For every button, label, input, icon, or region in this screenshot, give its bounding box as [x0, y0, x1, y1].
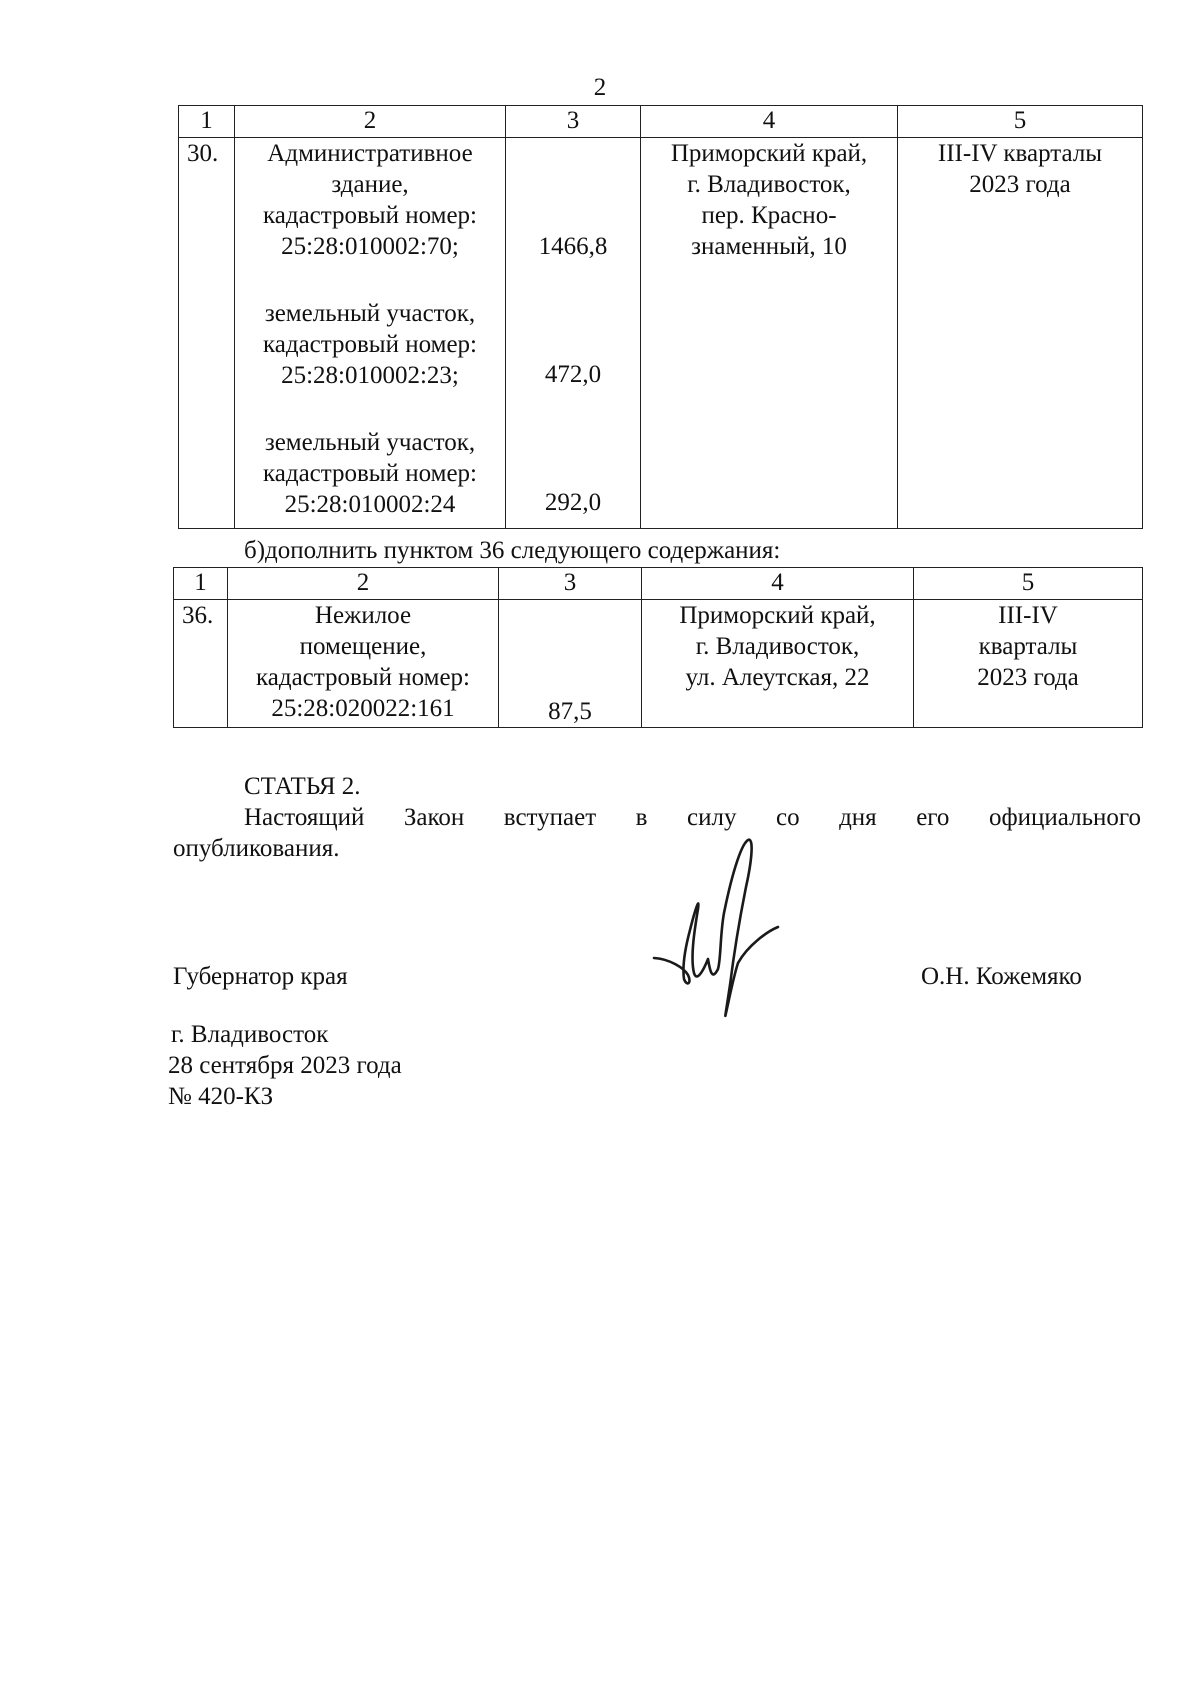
object-line: Нежилое	[314, 602, 412, 629]
object-line: Административное	[267, 140, 473, 167]
area-spacer	[510, 390, 636, 487]
header-cell: 1	[174, 568, 228, 600]
header-cell: 2	[228, 568, 499, 600]
header-cell: 1	[179, 106, 235, 138]
object-line: земельный участок,	[264, 429, 476, 456]
address-cell	[642, 600, 914, 728]
header-cell: 3	[499, 568, 642, 600]
header-cell: 5	[898, 106, 1143, 138]
object-line: кадастровый номер:	[262, 331, 477, 358]
area-value: 87,5	[548, 698, 592, 725]
area-value: 292,0	[544, 489, 602, 516]
period-line: кварталы	[978, 633, 1078, 660]
address-line: знаменный, 10	[691, 233, 847, 260]
table-row	[179, 138, 1143, 529]
period-line: 2023 года	[969, 171, 1071, 198]
article-text-line: опубликования.	[173, 835, 340, 862]
address-line: Приморский край,	[679, 602, 876, 629]
object-line: кадастровый номер:	[262, 460, 477, 487]
row-number: 36.	[174, 600, 228, 728]
area-cell	[499, 600, 642, 728]
address-line: Приморский край,	[670, 140, 868, 167]
object-description-cell	[235, 138, 506, 529]
governor-title: Губернатор края	[173, 963, 348, 990]
address-line: пер. Красно-	[701, 202, 837, 229]
area-value: 1466,8	[538, 233, 608, 260]
object-line: 25:28:010002:70;	[281, 233, 459, 260]
area-value: 472,0	[544, 361, 602, 388]
handwritten-signature	[640, 835, 790, 1030]
area-spacer	[510, 138, 636, 231]
governor-name: О.Н. Кожемяко	[921, 963, 1082, 990]
object-description-cell	[228, 600, 499, 728]
table-header-row	[174, 568, 1143, 600]
header-cell: 4	[641, 106, 898, 138]
area-cell	[506, 138, 641, 529]
amendment-text: б)дополнить пунктом 36 следующего содержания:	[244, 537, 781, 564]
signing-date: 28 сентября 2023 года	[168, 1052, 402, 1079]
signing-place: г. Владивосток	[171, 1021, 329, 1048]
address-line: ул. Алеутская, 22	[685, 664, 870, 691]
page-number: 2	[593, 74, 607, 101]
period-line: III-IV	[998, 602, 1058, 629]
address-cell	[641, 138, 898, 529]
row-number: 30.	[179, 138, 235, 529]
article-heading: СТАТЬЯ 2.	[244, 773, 361, 800]
object-line: 25:28:010002:23;	[281, 362, 459, 389]
object-line: 25:28:020022:161	[271, 695, 455, 722]
header-cell: 2	[235, 106, 506, 138]
header-cell: 3	[506, 106, 641, 138]
object-line: земельный участок,	[264, 300, 476, 327]
article-text-line: Настоящий Закон вступает в силу со дня его официального	[244, 804, 1141, 831]
period-cell	[898, 138, 1143, 529]
property-table-2	[173, 567, 1143, 728]
property-table-1	[178, 105, 1143, 529]
area-spacer	[510, 262, 636, 359]
object-line: кадастровый номер:	[255, 664, 470, 691]
object-line: помещение,	[299, 633, 427, 660]
table-header-row	[179, 106, 1143, 138]
object-line: здание,	[331, 171, 409, 198]
period-line: 2023 года	[977, 664, 1079, 691]
law-number: № 420-КЗ	[168, 1083, 274, 1110]
period-line: III-IV кварталы	[937, 140, 1103, 167]
object-line: 25:28:010002:24	[284, 491, 456, 518]
header-cell: 5	[914, 568, 1143, 600]
header-cell: 4	[642, 568, 914, 600]
table-row	[174, 600, 1143, 728]
period-cell	[914, 600, 1143, 728]
address-line: г. Владивосток,	[687, 171, 851, 198]
address-line: г. Владивосток,	[695, 633, 860, 660]
object-line: кадастровый номер:	[262, 202, 477, 229]
